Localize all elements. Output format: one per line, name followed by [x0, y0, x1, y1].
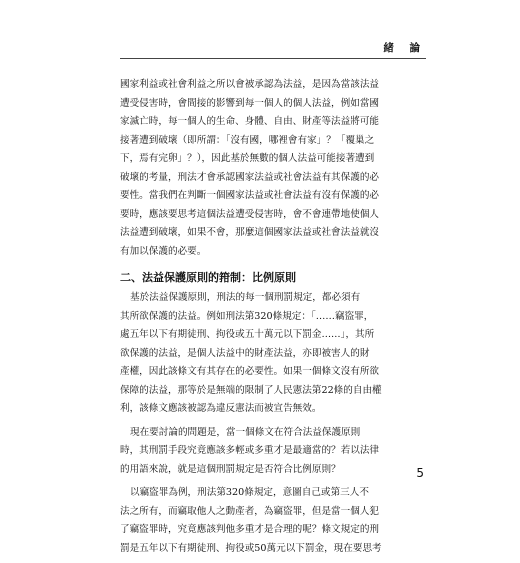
text-line: 下，焉有完卵」？），因此基於無數的個人法益可能接著遭到 [120, 153, 375, 164]
page-number: 5 [416, 466, 424, 480]
text-line: 了竊盜罪時，究竟應該判他多重才是合理的呢？條文規定的刑 [120, 524, 380, 535]
text-line: 利，該條文應該被認為違反憲法而被宣告無效。 [120, 403, 322, 414]
text-line: 家滅亡時，每一個人的生命、身體、自由、財產等法益將可能 [120, 116, 380, 127]
text-line: 以竊盜罪為例，刑法第320條規定，意圖自己或第三人不 [130, 487, 369, 498]
paragraph-2 [120, 289, 426, 419]
text-line: 產權，因此該條文有其存在的必要性。如果一個條文沒有所欲 [120, 366, 380, 377]
text-line: 國家利益或社會利益之所以會被承認為法益，是因為當該法益 [120, 79, 380, 90]
text-line: 現在要討論的問題是，當一個條文在符合法益保護原則 [130, 426, 361, 438]
paragraph-4 [120, 484, 426, 558]
text-line: 欲保護的法益，是個人法益中的財產法益，亦即被害人的財 [120, 347, 370, 359]
text-line: 遭受侵害時，會間接的影響到每一個人的個人法益，例如當國 [120, 97, 380, 109]
text-line: 基於法益保護原則，刑法的每一個刑罰規定，都必須有 [130, 292, 361, 303]
text-line: 接著遭到破壞（即所謂：「沒有國，哪裡會有家」？「覆巢之 [120, 134, 375, 146]
paragraph-1 [120, 76, 426, 261]
paragraph-3 [120, 424, 426, 480]
text-line: 法益遭到破壞，如果不會，那麼這個國家法益或社會法益就沒 [120, 227, 380, 238]
running-head: 緒 論 [383, 42, 426, 54]
text-line: 破壞的考量，刑法才會承認國家法益或社會法益有其保護的必 [120, 171, 380, 183]
section-heading: 二、法益保護原則的箝制：比例原則 [120, 271, 296, 284]
text-line: 處五年以下有期徒刑、拘役或五十萬元以下罰金……」，其所 [120, 329, 375, 340]
text-line: 保障的法益，那等於是無端的限制了人民憲法第22條的自由權 [120, 384, 382, 396]
text-line: 要性。當我們在判斷一個國家法益或社會法益有沒有保護的必 [120, 190, 380, 201]
page-body [120, 76, 426, 563]
text-line: 時，其刑罰手段究竟應該多輕或多重才是最適當的？若以法律 [120, 445, 380, 456]
text-line: 其所欲保護的法益。例如刑法第320條規定：「……竊盜罪， [120, 310, 374, 322]
text-line: 的用語來說，就是這個刑罰規定是否符合比例原則？ [120, 463, 341, 475]
text-line: 法之所有，而竊取他人之動產者，為竊盜罪，但是當一個人犯 [120, 505, 380, 517]
header-rule [120, 58, 426, 59]
text-line: 罰是五年以下有期徒刑、拘役或50萬元以下罰金，現在要思考 [120, 542, 382, 554]
text-line: 有加以保護的必要。 [120, 245, 207, 257]
text-line: 要時，應該要思考這個法益遭受侵害時，會不會連帶地使個人 [120, 208, 380, 220]
